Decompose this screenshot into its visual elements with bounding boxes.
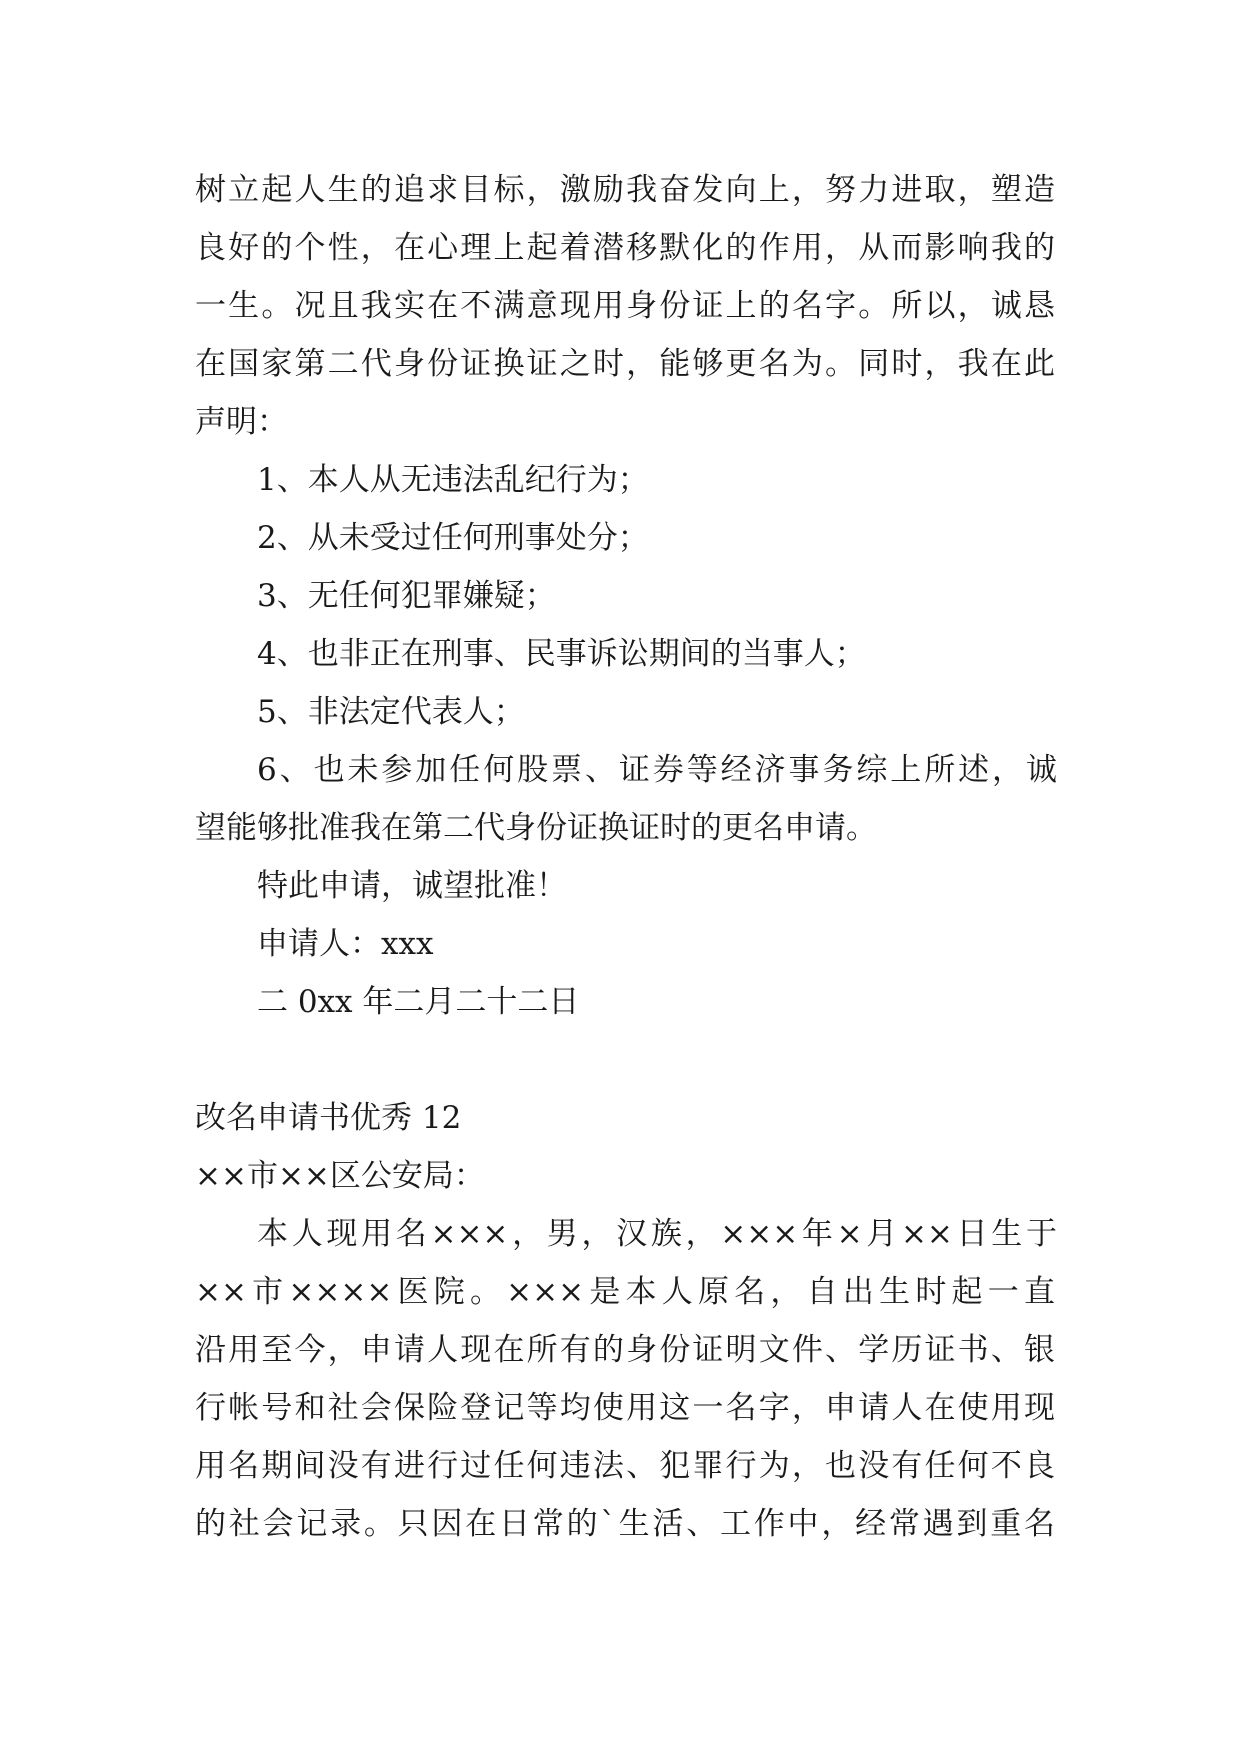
recipient-line: ××市××区公安局：: [195, 1158, 485, 1194]
paragraph-line: 本人现用名×××，男，汉族，×××年×月××日生于: [257, 1216, 1057, 1252]
paragraph-line: 的社会记录。只因在日常的`生活、工作中，经常遇到重名: [195, 1506, 1055, 1542]
paragraph-line: 一生。况且我实在不满意现用身份证上的名字。所以，诚恳: [195, 288, 1055, 324]
list-item: 2、从未受过任何刑事处分；: [257, 520, 649, 556]
paragraph-line: 望能够批准我在第二代身份证换证时的更名申请。: [195, 810, 877, 846]
list-item: 3、无任何犯罪嫌疑；: [257, 578, 556, 614]
list-item: 5、非法定代表人；: [257, 694, 525, 730]
paragraph-line: 行帐号和社会保险登记等均使用这一名字，申请人在使用现: [195, 1390, 1055, 1426]
date-line: 二 0xx 年二月二十二日: [257, 984, 580, 1020]
list-item: 1、本人从无违法乱纪行为；: [257, 462, 649, 498]
paragraph-line: 良好的个性，在心理上起着潜移默化的作用，从而影响我的: [195, 230, 1055, 266]
paragraph-line: 声明：: [195, 404, 288, 440]
list-item: 4、也非正在刑事、民事诉讼期间的当事人；: [257, 636, 866, 672]
closing-line: 特此申请，诚望批准！: [257, 868, 567, 904]
paragraph-line: 树立起人生的追求目标，激励我奋发向上，努力进取，塑造: [195, 172, 1055, 208]
paragraph-line: ××市××××医院。×××是本人原名，自出生时起一直: [195, 1274, 1055, 1310]
paragraph-line: 在国家第二代身份证换证之时，能够更名为。同时，我在此: [195, 346, 1055, 382]
list-item: 6、也未参加任何股票、证券等经济事务综上所述，诚: [257, 752, 1057, 788]
applicant-line: 申请人：xxx: [257, 926, 434, 962]
paragraph-line: 用名期间没有进行过任何违法、犯罪行为，也没有任何不良: [195, 1448, 1055, 1484]
section-title: 改名申请书优秀 12: [195, 1100, 462, 1136]
paragraph-line: 沿用至今，申请人现在所有的身份证明文件、学历证书、银: [195, 1332, 1055, 1368]
